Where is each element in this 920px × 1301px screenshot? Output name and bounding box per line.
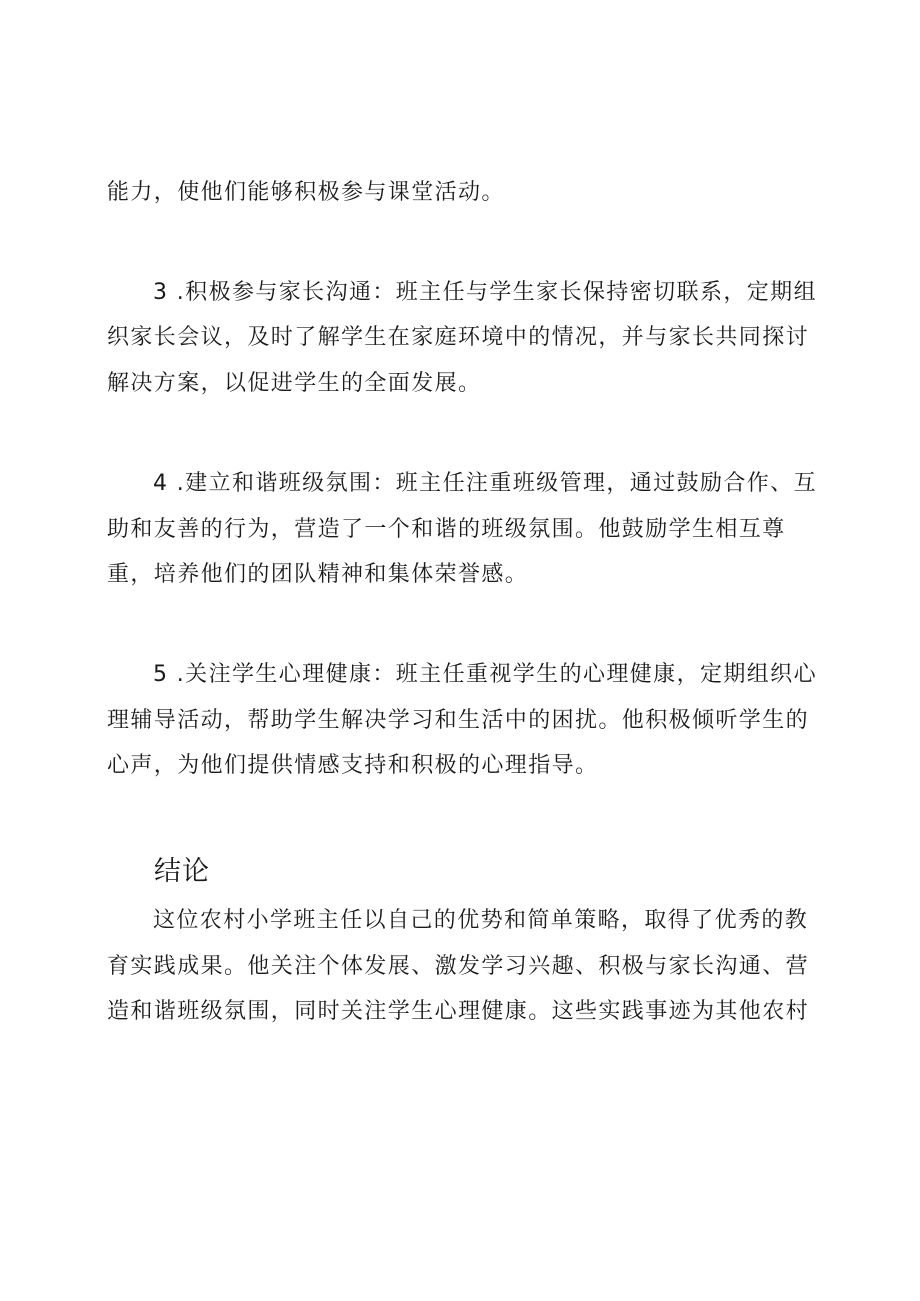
list-item-4-line-2: 助和友善的行为，营造了一个和谐的班级氛围。他鼓励学生相互尊 xyxy=(107,517,786,542)
list-item-4-line-1: 4 .建立和谐班级氛围：班主任注重班级管理，通过鼓励合作、互 xyxy=(153,471,817,496)
conclusion-line-3: 造和谐班级氛围，同时关注学生心理健康。这些实践事迹为其他农村 xyxy=(107,999,810,1024)
conclusion-line-2: 育实践成果。他关注个体发展、激发学习兴趣、积极与家长沟通、营 xyxy=(107,954,810,979)
list-item-3-line-3: 解决方案，以促进学生的全面发展。 xyxy=(107,371,482,396)
list-item-3-line-2: 织家长会议，及时了解学生在家庭环境中的情况，并与家长共同探讨 xyxy=(107,325,810,350)
list-item-5-line-3: 心声，为他们提供情感支持和积极的心理指导。 xyxy=(107,753,599,778)
list-item-3-line-1: 3 .积极参与家长沟通：班主任与学生家长保持密切联系，定期组 xyxy=(153,280,817,305)
list-item-5-line-2: 理辅导活动，帮助学生解决学习和生活中的困扰。他积极倾听学生的 xyxy=(107,708,810,733)
list-item-4-line-3: 重，培养他们的团队精神和集体荣誉感。 xyxy=(107,562,529,587)
paragraph-continuation-line: 能力，使他们能够积极参与课堂活动。 xyxy=(107,180,505,205)
conclusion-line-1: 这位农村小学班主任以自己的优势和简单策略，取得了优秀的教 xyxy=(153,908,809,933)
list-item-5-line-1: 5 .关注学生心理健康：班主任重视学生的心理健康，定期组织心 xyxy=(153,662,817,687)
conclusion-heading: 结论 xyxy=(154,856,210,887)
